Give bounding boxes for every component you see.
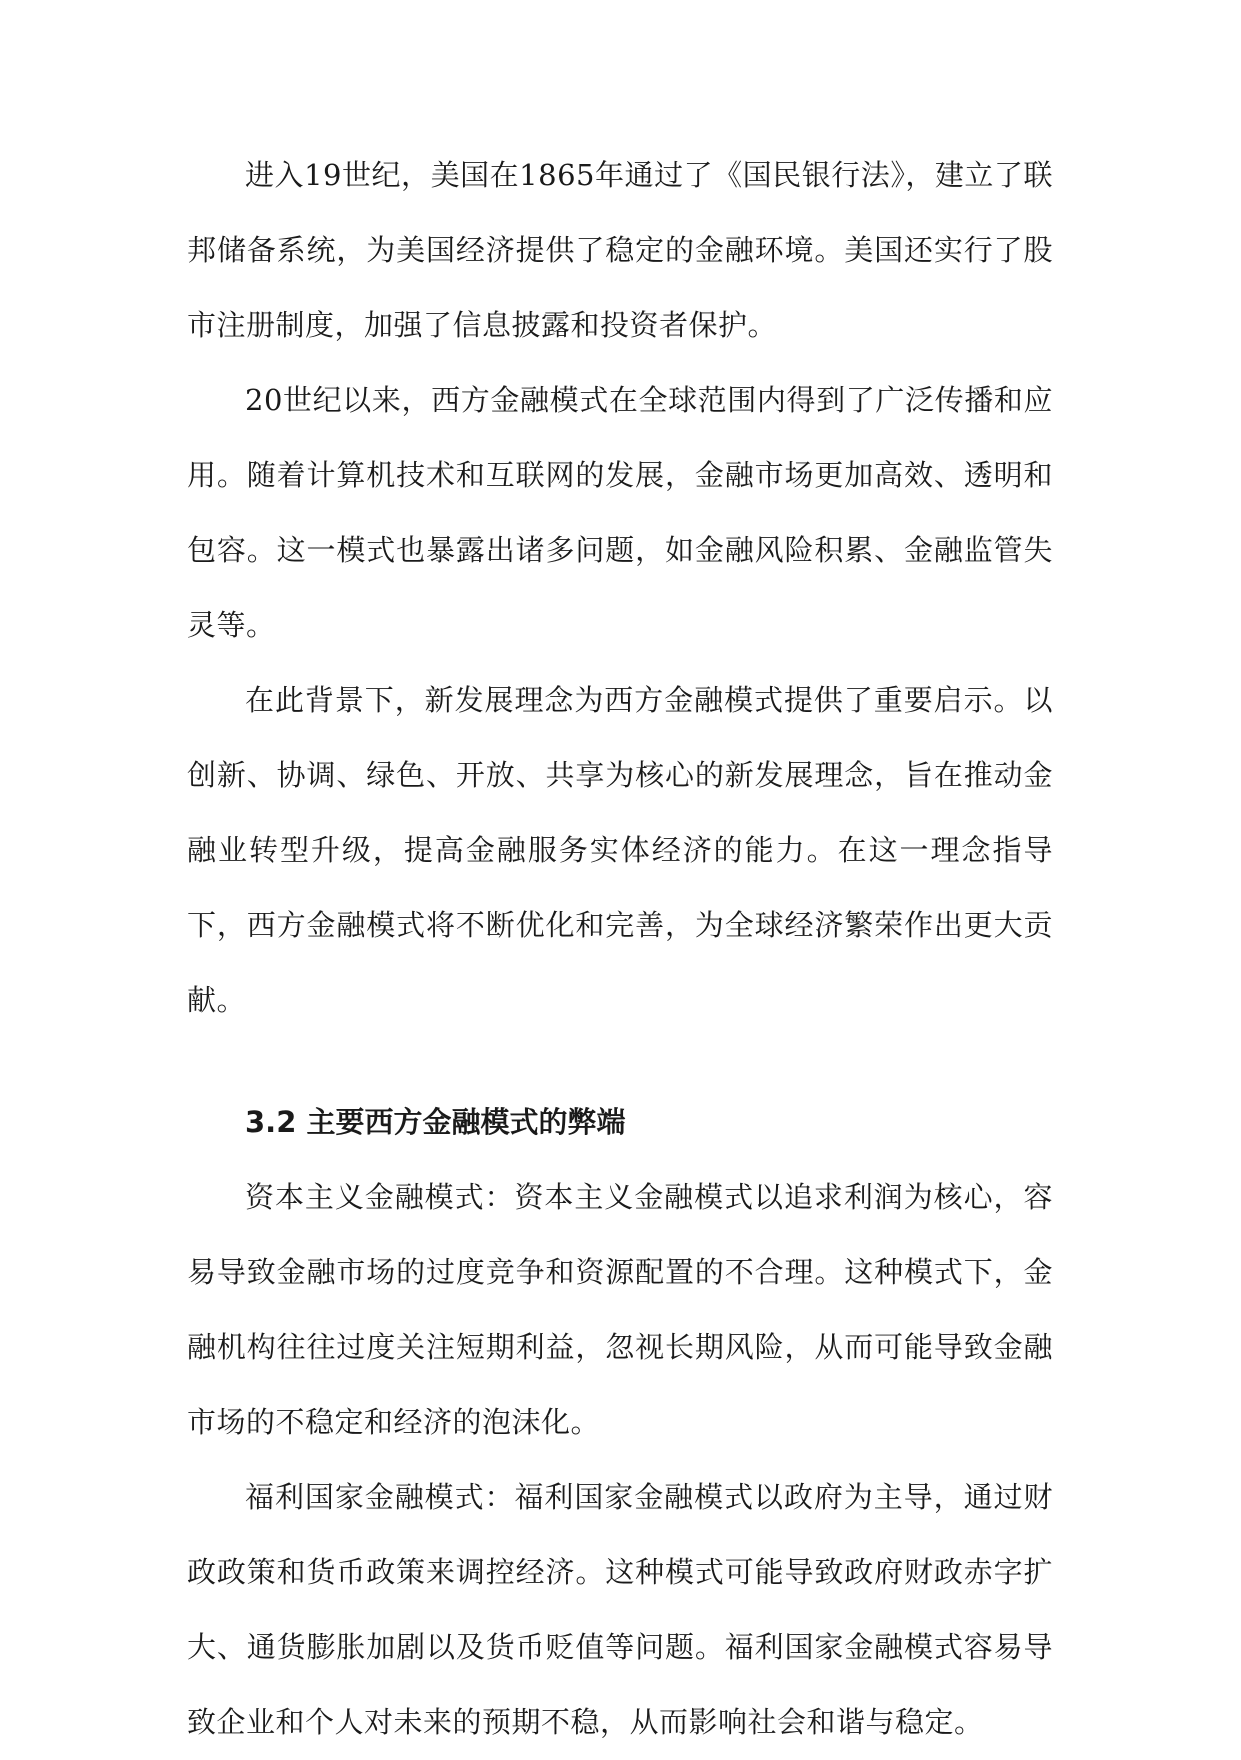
section-heading: 3.2 主要西方金融模式的弊端 <box>245 1105 626 1139</box>
section-spacer <box>187 1038 1053 1085</box>
paragraph-2: 20世纪以来，西方金融模式在全球范围内得到了广泛传播和应用。随着计算机技术和互联网的发展，金融市场更加高效、透明和包容。这一模式也暴露出诸多问题，如金融风险积累、金融监管失灵等。 <box>187 383 1053 642</box>
paragraph-4: 资本主义金融模式：资本主义金融模式以追求利润为核心，容易导致金融市场的过度竞争和资源配置的不合理。这种模式下，金融机构往往过度关注短期利益，忽视长期风险，从而可能导致金融市场的不稳定和经济的泡沫化。 <box>187 1180 1053 1439</box>
paragraph-5: 福利国家金融模式：福利国家金融模式以政府为主导，通过财政政策和货币政策来调控经济。这种模式可能导致政府财政赤字扩大、通货膨胀加剧以及货币贬值等问题。福利国家金融模式容易导致企业和个人对未来的预期不稳，从而影响社会和谐与稳定。 <box>187 1480 1053 1739</box>
document-body <box>187 138 1053 1760</box>
paragraph-3: 在此背景下，新发展理念为西方金融模式提供了重要启示。以创新、协调、绿色、开放、共享为核心的新发展理念，旨在推动金融业转型升级，提高金融服务实体经济的能力。在这一理念指导下，西方金融模式将不断优化和完善，为全球经济繁荣作出更大贡献。 <box>187 683 1053 1017</box>
paragraph-1: 进入19世纪，美国在1865年通过了《国民银行法》，建立了联邦储备系统，为美国经济提供了稳定的金融环境。美国还实行了股市注册制度，加强了信息披露和投资者保护。 <box>187 158 1053 342</box>
